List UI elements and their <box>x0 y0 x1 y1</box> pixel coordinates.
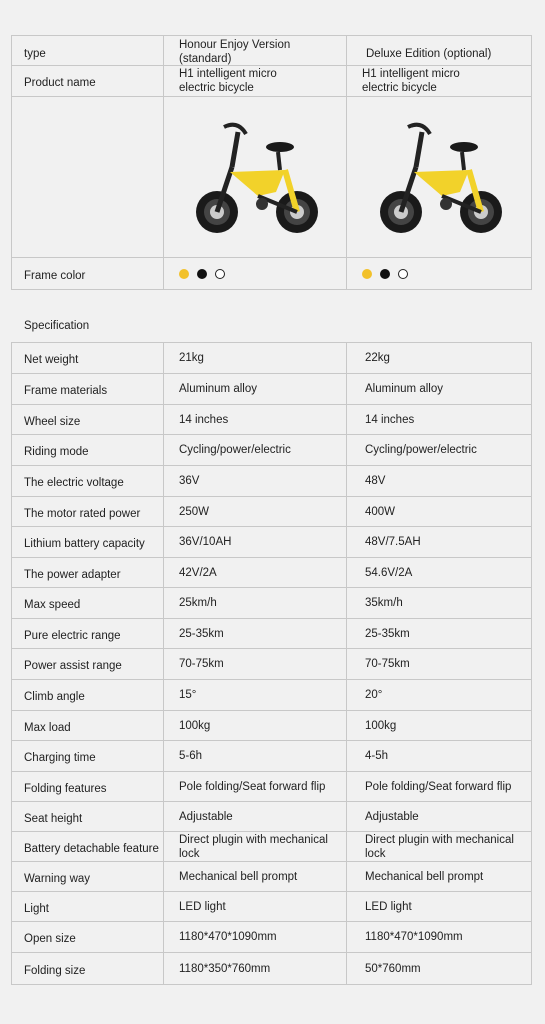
spec-row <box>12 802 531 832</box>
spec-label: Power assist range <box>12 649 164 679</box>
spec-value-deluxe: 4-5h <box>365 750 389 762</box>
spec-row <box>12 862 531 892</box>
spec-label: The motor rated power <box>12 497 164 526</box>
spec-value-standard: Adjustable <box>164 802 347 831</box>
frame-color-standard <box>164 258 347 289</box>
spec-value-standard: 36V/10AH <box>164 527 347 557</box>
spec-value-deluxe: LED light <box>365 900 412 913</box>
spec-label: Pure electric range <box>12 619 164 648</box>
frame-color-row <box>12 258 531 289</box>
spec-value-deluxe: 1180*470*1090mm <box>365 931 463 943</box>
spec-row <box>12 619 531 649</box>
deluxe-version-title: Deluxe Edition (optional) <box>366 47 492 60</box>
spec-value-standard: Direct plugin with mechanical lock <box>164 832 347 861</box>
spec-value-standard: Cycling/power/electric <box>164 435 347 465</box>
spec-value-deluxe: Mechanical bell prompt <box>365 870 484 883</box>
spec-row <box>12 405 531 435</box>
spec-row <box>12 558 531 588</box>
spec-value-standard: 25km/h <box>164 588 347 618</box>
spec-label: Light <box>12 892 164 921</box>
black-color-swatch[interactable] <box>380 269 390 279</box>
spec-row <box>12 649 531 680</box>
spec-row <box>12 466 531 497</box>
yellow-color-swatch[interactable] <box>362 269 372 279</box>
specification-heading: Specification <box>24 320 90 332</box>
spec-label: Seat height <box>12 802 164 831</box>
spec-value-deluxe: 50*760mm <box>365 962 421 975</box>
spec-value-deluxe: 48V/7.5AH <box>365 536 421 548</box>
bike-image-standard <box>164 97 347 257</box>
spec-value-standard: 1180*470*1090mm <box>164 922 347 952</box>
type-row <box>12 36 531 66</box>
spec-row <box>12 497 531 527</box>
product-image-row <box>12 97 531 258</box>
spec-value-deluxe: Pole folding/Seat forward flip <box>365 780 512 793</box>
spec-row <box>12 343 531 374</box>
spec-value-standard: 100kg <box>164 711 347 740</box>
spec-value-deluxe: 100kg <box>365 719 397 732</box>
product-name-deluxe: H1 intelligent micro electric bicycle <box>362 68 460 94</box>
spec-value-standard: 21kg <box>164 343 347 373</box>
spec-row <box>12 680 531 711</box>
spec-label: The power adapter <box>12 558 164 587</box>
frame-color-deluxe <box>347 258 531 289</box>
spec-value-standard: 70-75km <box>164 649 347 679</box>
spec-value-standard: Pole folding/Seat forward flip <box>164 772 347 801</box>
spec-value-deluxe: 48V <box>365 475 386 487</box>
standard-version-title: Honour Enjoy Version (standard) <box>164 36 347 65</box>
spec-label: The electric voltage <box>12 466 164 496</box>
spec-value-standard: 5-6h <box>164 741 347 771</box>
spec-label: Open size <box>12 922 164 952</box>
spec-value-standard: 15° <box>164 680 347 710</box>
white-color-swatch[interactable] <box>215 269 225 279</box>
yellow-color-swatch[interactable] <box>179 269 189 279</box>
white-color-swatch[interactable] <box>398 269 408 279</box>
spec-label: Riding mode <box>12 435 164 465</box>
type-label: type <box>12 36 164 65</box>
spec-row <box>12 832 531 862</box>
spec-label: Battery detachable feature <box>12 832 164 861</box>
spec-value-deluxe: Cycling/power/electric <box>365 444 477 456</box>
product-name-standard: H1 intelligent micro electric bicycle <box>164 66 347 96</box>
frame-color-label: Frame color <box>12 258 164 289</box>
spec-row <box>12 922 531 953</box>
bike-image-deluxe <box>347 97 531 257</box>
spec-label: Max load <box>12 711 164 740</box>
product-overview-table <box>11 35 532 290</box>
spec-label: Net weight <box>12 343 164 373</box>
black-color-swatch[interactable] <box>197 269 207 279</box>
spec-label: Lithium battery capacity <box>12 527 164 557</box>
spec-row <box>12 741 531 772</box>
spec-value-deluxe: 35km/h <box>365 597 403 609</box>
spec-value-deluxe: 20° <box>365 689 383 701</box>
spec-row <box>12 435 531 466</box>
spec-value-standard: Mechanical bell prompt <box>164 862 347 891</box>
spec-row <box>12 953 531 984</box>
electric-bicycle-image <box>364 112 514 242</box>
spec-label: Charging time <box>12 741 164 771</box>
electric-bicycle-image <box>180 112 330 242</box>
product-name-label: Product name <box>12 66 164 96</box>
spec-value-deluxe: 400W <box>365 505 396 518</box>
spec-value-standard: Aluminum alloy <box>164 374 347 404</box>
spec-value-standard: 1180*350*760mm <box>164 953 347 984</box>
product-name-row <box>12 66 531 97</box>
spec-value-deluxe: 22kg <box>365 352 390 364</box>
spec-value-deluxe: 14 inches <box>365 413 415 426</box>
spec-value-deluxe: Aluminum alloy <box>365 383 443 395</box>
spec-value-deluxe: 70-75km <box>365 658 410 670</box>
spec-label: Folding size <box>12 953 164 984</box>
spec-value-standard: 14 inches <box>164 405 347 434</box>
spec-value-deluxe: 25-35km <box>365 627 410 640</box>
spec-value-standard: 25-35km <box>164 619 347 648</box>
spec-row <box>12 588 531 619</box>
spec-row <box>12 892 531 922</box>
spec-label: Folding features <box>12 772 164 801</box>
specification-table <box>11 342 532 985</box>
spec-value-deluxe: Adjustable <box>365 810 419 823</box>
spec-row <box>12 527 531 558</box>
spec-value-standard: LED light <box>164 892 347 921</box>
spec-value-deluxe: 54.6V/2A <box>365 566 413 579</box>
spec-row <box>12 374 531 405</box>
spec-value-standard: 36V <box>164 466 347 496</box>
spec-row <box>12 772 531 802</box>
spec-label: Frame materials <box>12 374 164 404</box>
spec-label: Warning way <box>12 862 164 891</box>
spec-value-standard: 42V/2A <box>164 558 347 587</box>
spec-label: Max speed <box>12 588 164 618</box>
spec-value-deluxe: Direct plugin with mechanical lock <box>365 833 514 860</box>
spec-value-standard: 250W <box>164 497 347 526</box>
spec-label: Climb angle <box>12 680 164 710</box>
spec-row <box>12 711 531 741</box>
spec-label: Wheel size <box>12 405 164 434</box>
